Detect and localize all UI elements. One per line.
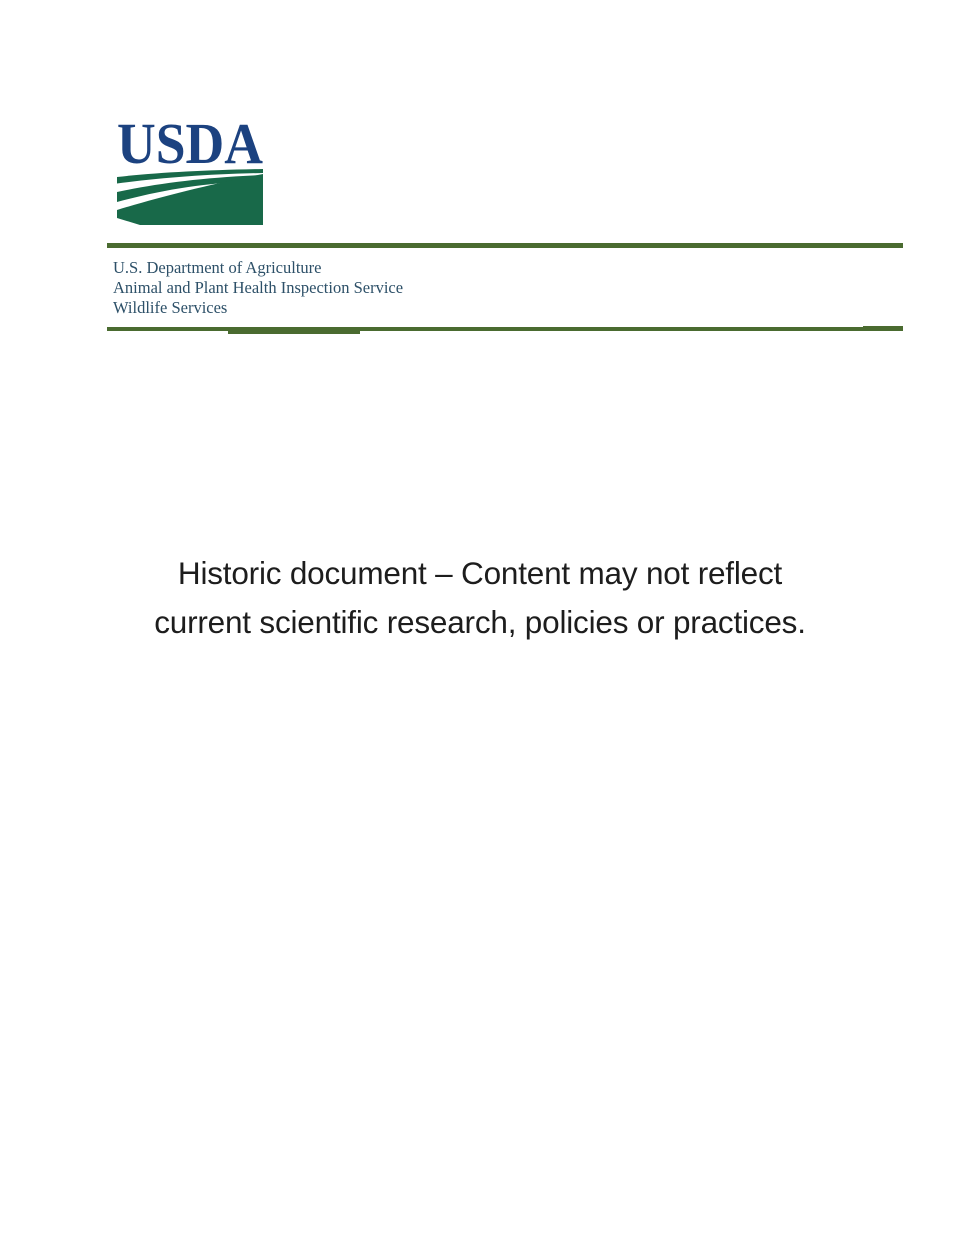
usda-wordmark-svg <box>117 118 263 170</box>
historic-notice <box>0 549 960 646</box>
usda-field-emblem-icon <box>117 169 263 225</box>
header-rule-bottom <box>107 326 903 336</box>
rule-segment-base <box>107 327 903 331</box>
usda-logo <box>117 118 263 226</box>
agency-line-department: U.S. Department of Agriculture <box>113 258 322 277</box>
historic-notice-line-1: Historic document – Content may not reflect <box>177 555 783 591</box>
historic-notice-line-2: current scientific research, policies or practices. <box>154 603 806 640</box>
agency-line-aphis: Animal and Plant Health Inspection Service <box>113 277 404 297</box>
rule-segment-middle <box>228 329 360 334</box>
rule-segment-right <box>863 326 903 331</box>
agency-line-wildlife-services: Wildlife Services <box>113 297 228 317</box>
usda-wordmark: USDA <box>117 118 263 170</box>
agency-lines <box>113 258 713 317</box>
header-rule-top <box>107 243 903 248</box>
